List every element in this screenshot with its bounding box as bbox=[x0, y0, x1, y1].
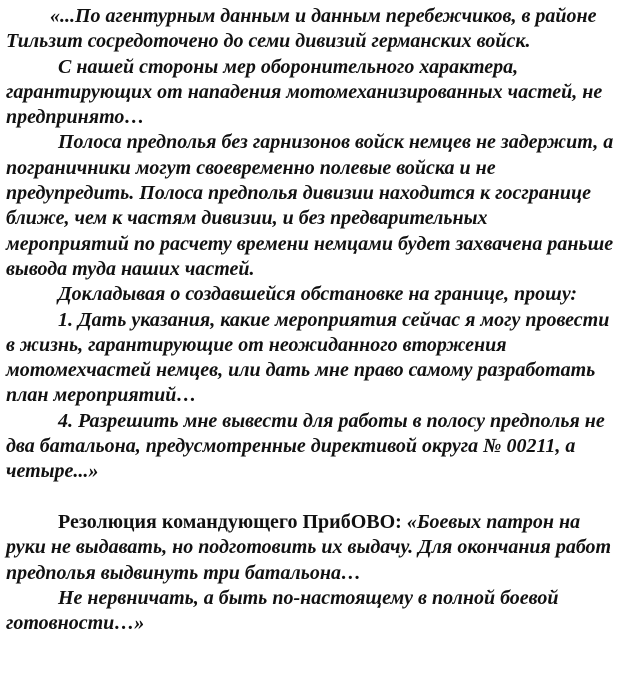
paragraph-request: Докладывая о создавшейся обстановке на границе, прошу: bbox=[58, 283, 578, 306]
paragraph-resolution bbox=[6, 510, 614, 586]
resolution-label: Резолюция командующего ПрибОВО bbox=[58, 510, 396, 533]
paragraph-spacer bbox=[6, 485, 614, 510]
resolution-colon: : bbox=[395, 510, 407, 533]
paragraph-item-4: 4. Разрешить мне вывести для работы в полосу предполья не два батальона, предусмотренные директивой округа № 00211, а четыре...» bbox=[6, 409, 605, 483]
paragraph-resolution-closing: Не нервничать, а быть по-настоящему в полной боевой готовности…» bbox=[6, 586, 559, 635]
paragraph-intelligence-report: «...По агентурным данным и данным перебежчиков, в районе Тильзит сосредоточено до семи дивизий германских войск. bbox=[6, 5, 597, 53]
paragraph-defensive-measures: С нашей стороны мер оборонительного характера, гарантирующих от нападения мотомеханизированных частей, не предпринято… bbox=[6, 55, 603, 129]
document-text bbox=[6, 4, 614, 636]
paragraph-item-1: 1. Дать указания, какие мероприятия сейчас я могу провести в жизнь, гарантирующие от неожиданного вторжения мотомехчастей немцев, или дать мне право самому разработать план мероприятий… bbox=[6, 308, 610, 407]
resolution-text: «Боевых патрон на руки не выдавать, но подготовить их выдачу. Для окончания работ предполья выдвинуть три батальона… bbox=[6, 510, 612, 584]
paragraph-forefield-zone: Полоса предполья без гарнизонов войск немцев не задержит, а пограничники могут своевременно полевые войска и не предупредить. Полоса предполья дивизии находится к госгранице ближе, чем к частям дивизии, и без предварительных мероприятий по расчету времени немцами будет захвачена раньше вывода туда наших частей. bbox=[6, 131, 614, 280]
